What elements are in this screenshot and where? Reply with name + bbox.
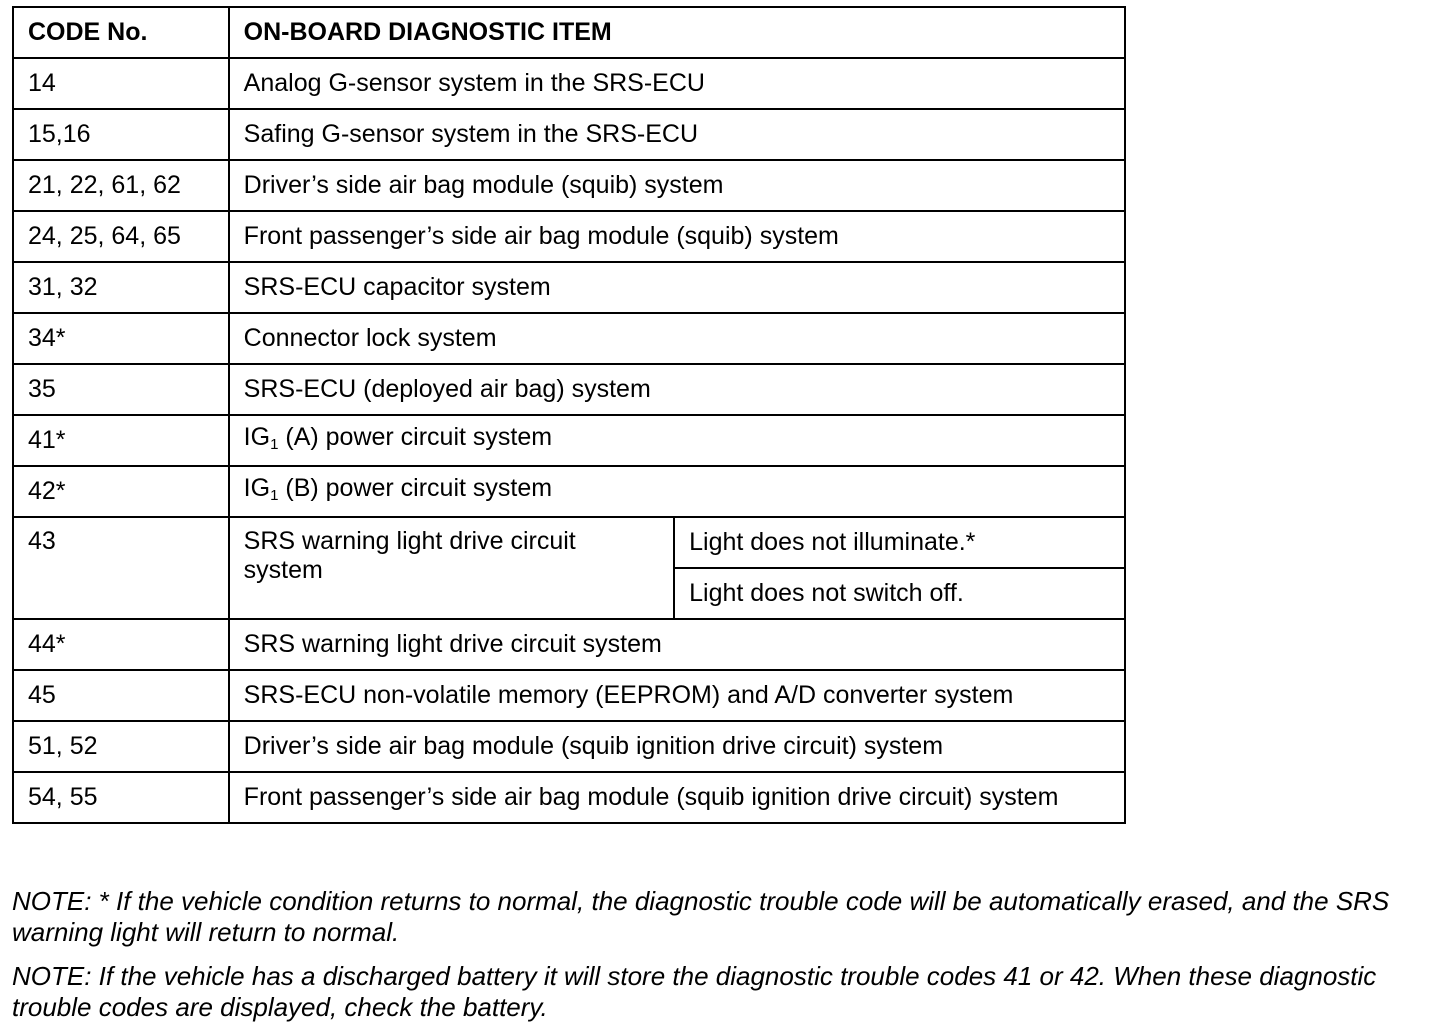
item-cell: SRS-ECU capacitor system xyxy=(229,262,1125,313)
header-item: ON-BOARD DIAGNOSTIC ITEM xyxy=(229,7,1125,58)
item-cell: Driver’s side air bag module (squib) system xyxy=(229,160,1125,211)
code-cell: 15,16 xyxy=(13,109,229,160)
item-cell xyxy=(229,415,1125,466)
code-cell: 44* xyxy=(13,619,229,670)
item-cell: SRS warning light drive circuit system xyxy=(229,517,674,619)
table-row xyxy=(13,211,1125,262)
item-prefix: IG xyxy=(243,473,271,502)
code-cell: 24, 25, 64, 65 xyxy=(13,211,229,262)
table-row xyxy=(13,517,1125,568)
item-cell: Analog G-sensor system in the SRS-ECU xyxy=(229,58,1125,109)
item-cell: Front passenger’s side air bag module (squib) system xyxy=(229,211,1125,262)
item-cell: SRS-ECU non-volatile memory (EEPROM) and A/D converter system xyxy=(229,670,1125,721)
table-header-row xyxy=(13,7,1125,58)
table-row xyxy=(13,670,1125,721)
code-cell: 45 xyxy=(13,670,229,721)
item-subscript: 1 xyxy=(270,486,279,504)
code-cell: 21, 22, 61, 62 xyxy=(13,160,229,211)
item-subscript: 1 xyxy=(270,435,279,453)
code-cell: 35 xyxy=(13,364,229,415)
code-cell: 41* xyxy=(13,415,229,466)
code-cell: 34* xyxy=(13,313,229,364)
code-cell: 51, 52 xyxy=(13,721,229,772)
table-row xyxy=(13,58,1125,109)
sub-item-cell: Light does not illuminate.* xyxy=(674,517,1125,568)
note-battery: NOTE: If the vehicle has a discharged battery it will store the diagnostic trouble codes 41 or 42. When these diagnostic trouble codes are displayed, check the battery. xyxy=(12,961,1377,1022)
header-code: CODE No. xyxy=(13,7,229,58)
code-cell: 43 xyxy=(13,517,229,619)
item-cell: Driver’s side air bag module (squib ignition drive circuit) system xyxy=(229,721,1125,772)
item-suffix: (B) power circuit system xyxy=(278,473,553,502)
item-prefix: IG xyxy=(243,422,271,451)
table-row xyxy=(13,466,1125,517)
code-cell: 54, 55 xyxy=(13,772,229,823)
table-row xyxy=(13,109,1125,160)
code-cell: 14 xyxy=(13,58,229,109)
table-row xyxy=(13,721,1125,772)
table-row xyxy=(13,364,1125,415)
code-cell: 42* xyxy=(13,466,229,517)
item-cell: Connector lock system xyxy=(229,313,1125,364)
item-cell: Safing G-sensor system in the SRS-ECU xyxy=(229,109,1125,160)
table-row xyxy=(13,772,1125,823)
table-row xyxy=(13,160,1125,211)
item-cell xyxy=(229,466,1125,517)
item-suffix: (A) power circuit system xyxy=(278,422,553,451)
item-cell: SRS warning light drive circuit system xyxy=(229,619,1125,670)
code-cell: 31, 32 xyxy=(13,262,229,313)
item-cell: Front passenger’s side air bag module (squib ignition drive circuit) system xyxy=(229,772,1125,823)
sub-item-cell: Light does not switch off. xyxy=(674,568,1125,619)
item-cell: SRS-ECU (deployed air bag) system xyxy=(229,364,1125,415)
diagnostic-code-table xyxy=(12,6,1126,824)
table-row xyxy=(13,619,1125,670)
table-row xyxy=(13,262,1125,313)
table-row xyxy=(13,415,1125,466)
note-erase: NOTE: * If the vehicle condition returns to normal, the diagnostic trouble code will be automatically erased, and the SRS warning light will return to normal. xyxy=(12,886,1390,947)
table-row xyxy=(13,313,1125,364)
